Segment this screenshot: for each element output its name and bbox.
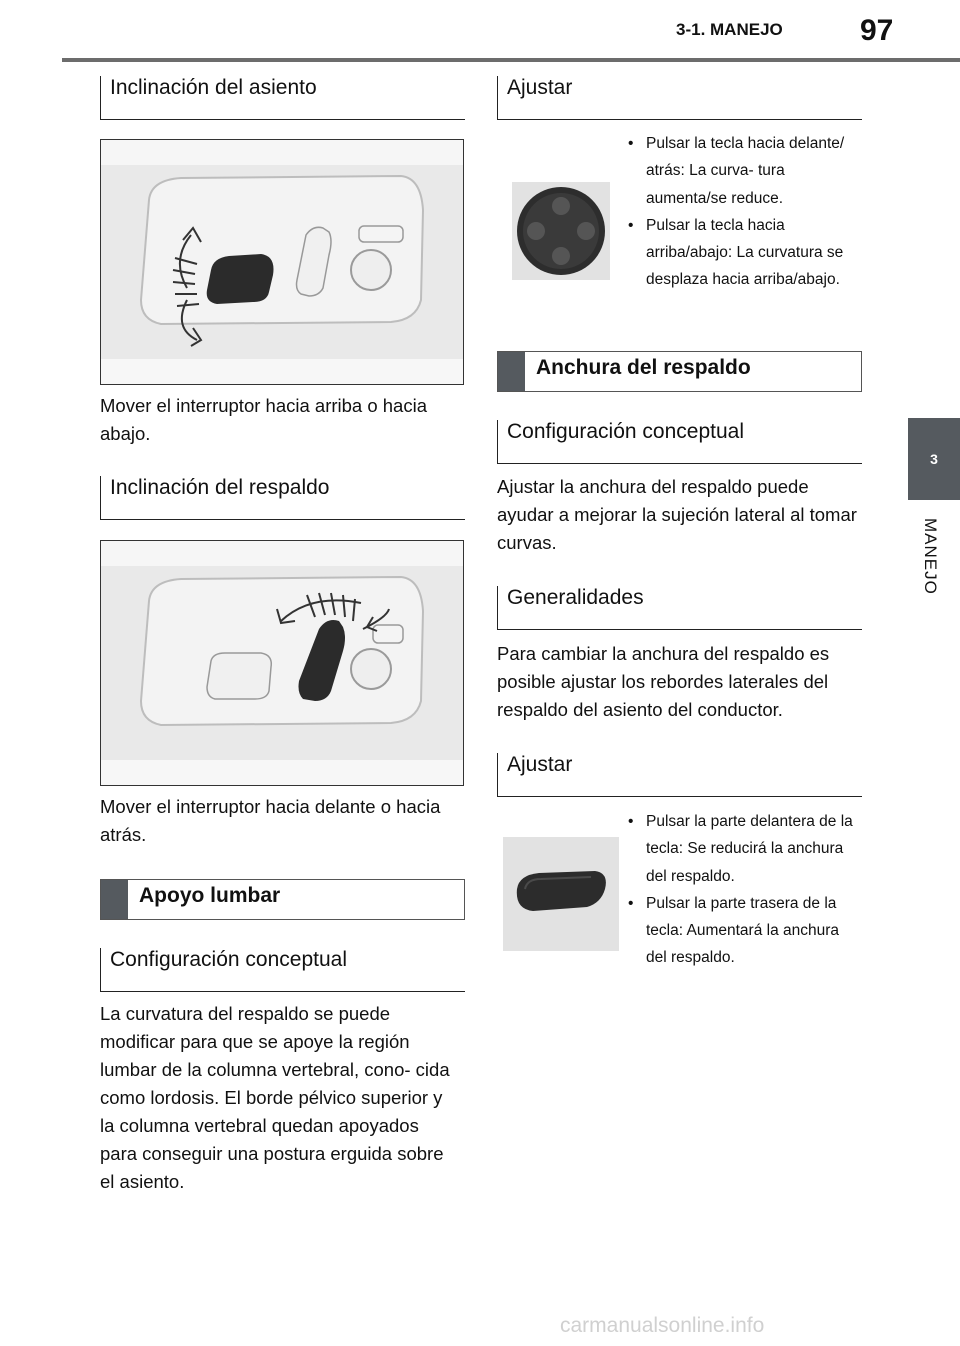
chapter-tab[interactable]: 3 — [908, 418, 960, 500]
running-header: 3-1. MANEJO — [676, 20, 783, 39]
heading-backrest-width-label: Anchura del respaldo — [536, 356, 751, 379]
figure-width-button — [503, 837, 619, 951]
heading-adjust-width: Ajustar — [497, 753, 862, 797]
backrest-tilt-instruction: Mover el interruptor hacia delante o hacia atrás. — [100, 796, 441, 845]
adjust-lumbar-list — [626, 130, 862, 294]
heading-general: Generalidades — [497, 586, 862, 630]
heading-lumbar-concept: Configuración conceptual — [100, 948, 465, 992]
width-button-icon — [503, 837, 619, 951]
width-concept-text: Ajustar la anchura del respaldo puede ayudar a mejorar la sujeción lateral al tomar curvas. — [497, 476, 857, 553]
chapter-label: MANEJO — [921, 518, 940, 595]
figure-seat-tilt-switch — [100, 139, 464, 385]
figure-backrest-tilt-switch — [100, 540, 464, 786]
lumbar-concept-text: La curvatura del respaldo se puede modificar para que se apoye la región lumbar de la columna vertebral, cono- cida como lordosis. El borde pélvico superior y la columna vertebral quedan apoyados para conseguir una postura erguida sobre el asiento. — [100, 1003, 450, 1192]
watermark: carmanualsonline.info — [560, 1314, 765, 1337]
page-number: 97 — [860, 14, 894, 47]
heading-lumbar-support — [100, 879, 465, 920]
heading-bar — [101, 880, 128, 919]
adjust-width-list — [626, 808, 862, 972]
heading-adjust-lumbar: Ajustar — [497, 76, 862, 120]
heading-seat-tilt: Inclinación del asiento — [100, 76, 465, 120]
adjust-lumbar-item: • Pulsar la tecla hacia delante/ atrás: La curva- tura aumenta/se reduce. — [626, 130, 862, 212]
heading-backrest-width — [497, 351, 862, 392]
seat-tilt-instruction: Mover el interruptor hacia arriba o hacia abajo. — [100, 395, 427, 444]
four-way-control-icon — [512, 182, 610, 280]
adjust-width-item: • Pulsar la parte trasera de la tecla: Aumentará la anchura del respaldo. — [626, 890, 862, 972]
adjust-width-item: • Pulsar la parte delantera de la tecla: Se reducirá la anchura del respaldo. — [626, 808, 862, 890]
heading-bar — [498, 352, 525, 391]
general-text: Para cambiar la anchura del respaldo es posible ajustar los rebordes laterales del respaldo del asiento del conductor. — [497, 643, 830, 720]
heading-width-concept: Configuración conceptual — [497, 420, 862, 464]
backrest-switch-illustration — [101, 541, 463, 785]
adjust-lumbar-item: • Pulsar la tecla hacia arriba/abajo: La curvatura se desplaza hacia arriba/abajo. — [626, 212, 862, 294]
figure-lumbar-control — [512, 182, 610, 280]
heading-backrest-tilt: Inclinación del respaldo — [100, 476, 465, 520]
seat-switch-illustration — [101, 140, 463, 384]
header-rule — [62, 58, 960, 62]
heading-lumbar-label: Apoyo lumbar — [139, 884, 281, 907]
